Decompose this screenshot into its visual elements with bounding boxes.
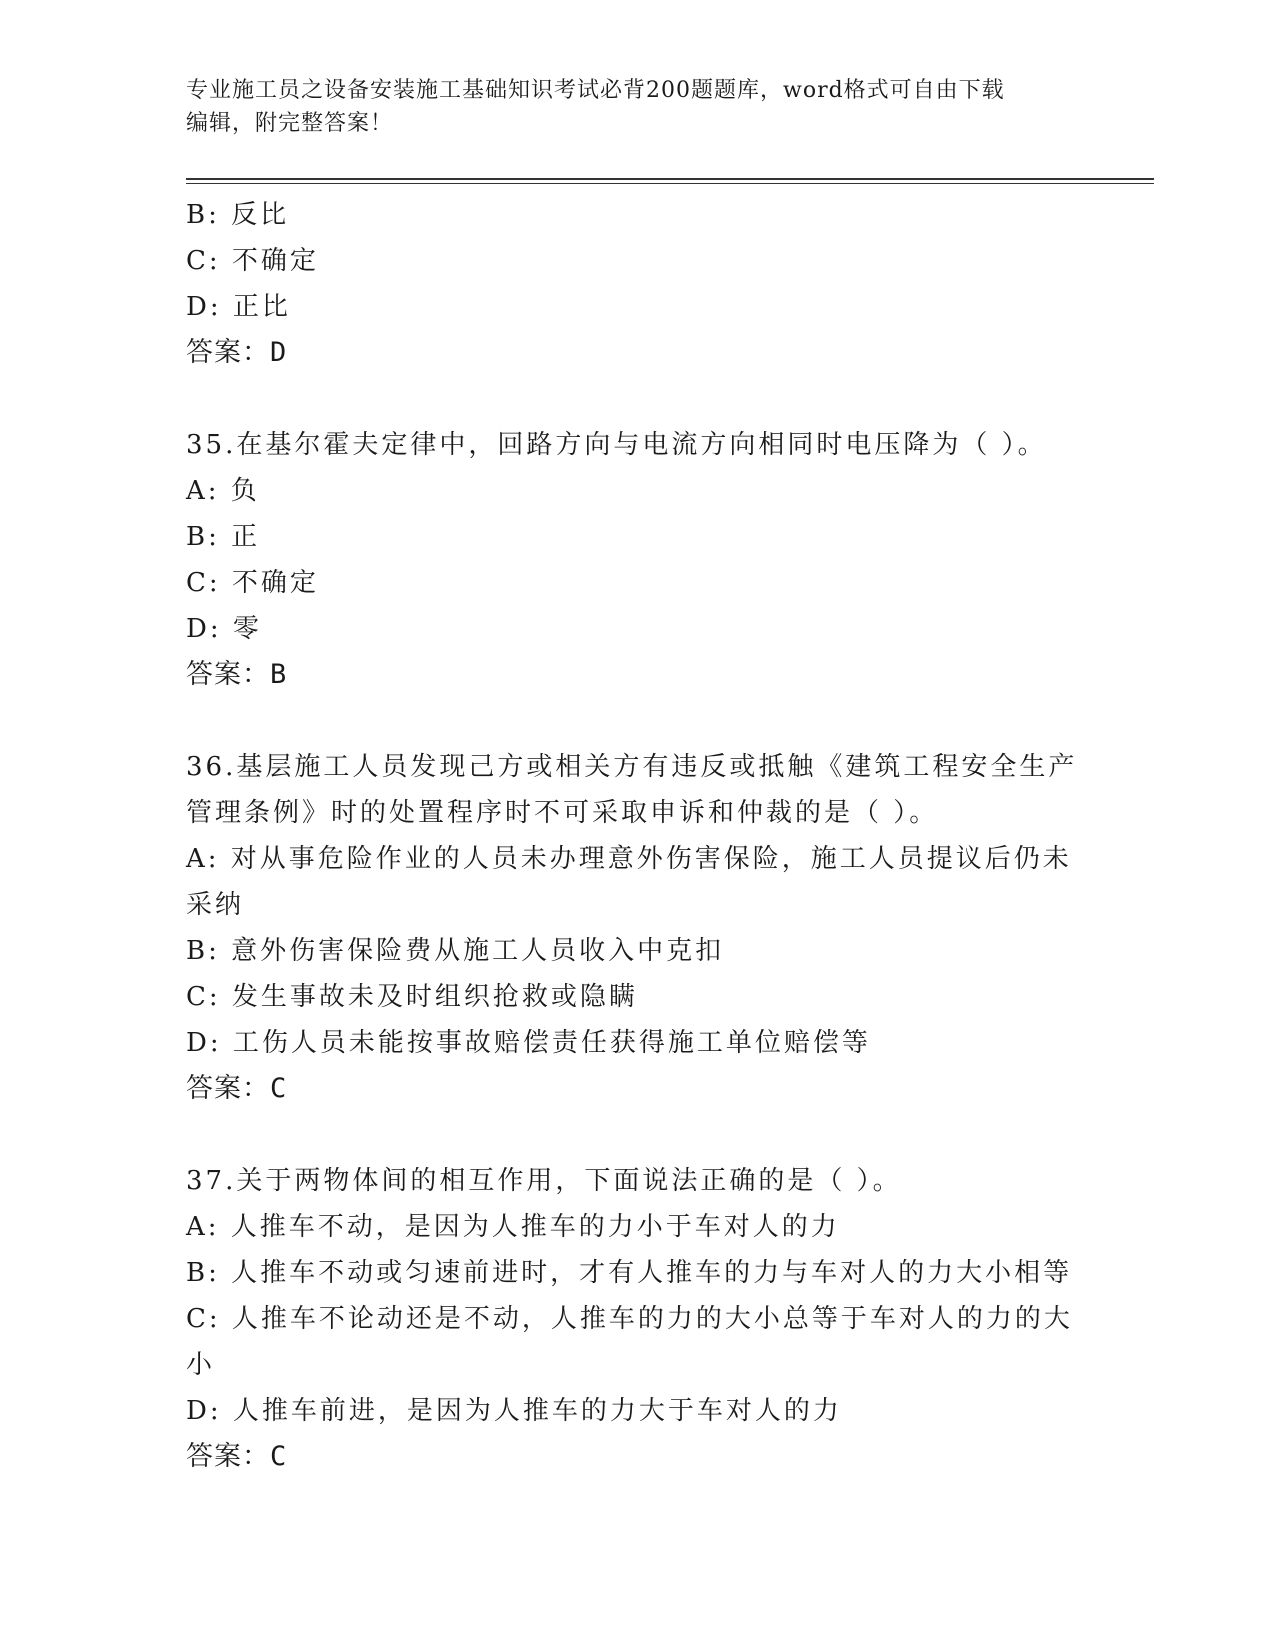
question-block-34-partial xyxy=(186,192,1086,376)
option-d: D: 工伤人员未能按事故赔偿责任获得施工单位赔偿等 xyxy=(186,1028,871,1058)
answer-value: D xyxy=(270,337,288,368)
option-c: C: 人推车不论动还是不动，人推车的力的大小总等于车对人的力的大 xyxy=(186,1304,1073,1334)
header-rule-thick xyxy=(186,178,1154,180)
option-a: A: 对从事危险作业的人员未办理意外伤害保险，施工人员提议后仍未 xyxy=(186,844,1072,874)
document-header xyxy=(186,74,1086,140)
answer-line xyxy=(186,1434,1086,1480)
option-c: C: 发生事故未及时组织抢救或隐瞒 xyxy=(186,982,638,1012)
option-c-continued: 小 xyxy=(186,1350,216,1380)
question-block-36 xyxy=(186,744,1086,1112)
option-b: B: 反比 xyxy=(186,200,290,230)
option-b: B: 意外伤害保险费从施工人员收入中克扣 xyxy=(186,936,725,966)
question-stem: 35.在基尔霍夫定律中，回路方向与电流方向相同时电压降为（ ）。 xyxy=(186,430,1047,460)
option-d: D: 零 xyxy=(186,614,262,644)
option-b: B: 正 xyxy=(186,522,261,552)
answer-value: C xyxy=(270,1441,288,1472)
question-block-37 xyxy=(186,1158,1086,1480)
option-c: C: 不确定 xyxy=(186,246,319,276)
header-line-2: 编辑，附完整答案！ xyxy=(186,111,394,136)
option-a: A: 负 xyxy=(186,476,260,506)
option-b: B: 人推车不动或匀速前进时，才有人推车的力与车对人的力大小相等 xyxy=(186,1258,1073,1288)
answer-line xyxy=(186,330,1086,376)
header-line-1: 专业施工员之设备安装施工基础知识考试必背200题题库，word格式可自由下载 xyxy=(186,78,1005,103)
header-rule-thin xyxy=(186,183,1154,184)
question-stem-line-2: 管理条例》时的处置程序时不可采取申诉和仲裁的是（ ）。 xyxy=(186,798,939,828)
answer-label: 答案： xyxy=(186,1073,270,1104)
answer-label: 答案： xyxy=(186,659,270,690)
answer-label: 答案： xyxy=(186,337,270,368)
question-stem: 37.关于两物体间的相互作用，下面说法正确的是（ ）。 xyxy=(186,1166,902,1196)
option-a-continued: 采纳 xyxy=(186,890,245,920)
option-c: C: 不确定 xyxy=(186,568,319,598)
answer-value: C xyxy=(270,1073,288,1104)
question-stem-line-1: 36.基层施工人员发现己方或相关方有违反或抵触《建筑工程安全生产 xyxy=(186,752,1078,782)
option-d: D: 人推车前进，是因为人推车的力大于车对人的力 xyxy=(186,1396,842,1426)
answer-line xyxy=(186,652,1086,698)
answer-label: 答案： xyxy=(186,1441,270,1472)
question-block-35 xyxy=(186,422,1086,698)
answer-line xyxy=(186,1066,1086,1112)
answer-value: B xyxy=(270,659,288,690)
option-d: D: 正比 xyxy=(186,292,291,322)
option-a: A: 人推车不动，是因为人推车的力小于车对人的力 xyxy=(186,1212,840,1242)
question-list xyxy=(186,192,1086,1526)
